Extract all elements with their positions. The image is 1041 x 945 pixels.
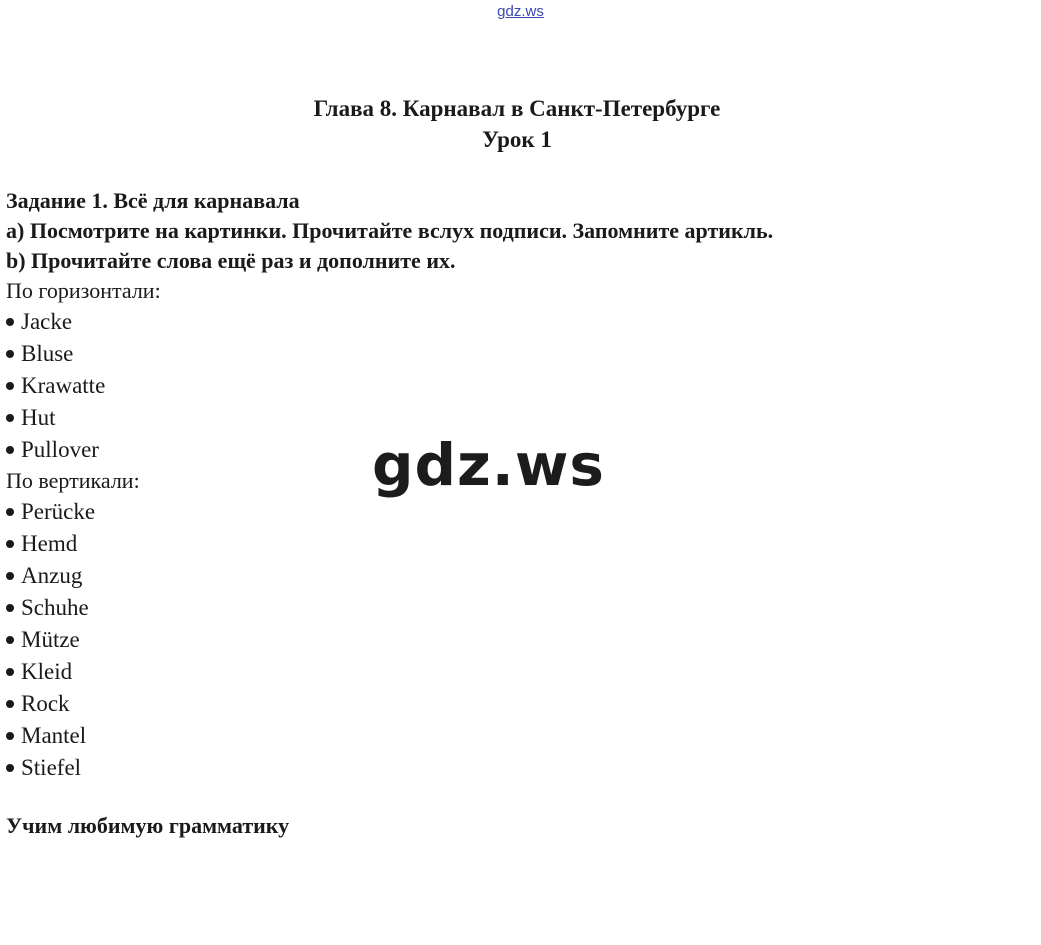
bullet-icon (6, 350, 14, 358)
horizontal-label: По горизонтали: (6, 278, 161, 303)
grammar-section-title: Учим любимую грамматику (6, 813, 290, 838)
bullet-icon (6, 414, 14, 422)
list-item: Schuhe (6, 592, 1006, 624)
bullet-icon (6, 636, 14, 644)
center-watermark: gdz.ws (372, 431, 605, 499)
list-item: Jacke (6, 306, 1006, 338)
list-item: Mantel (6, 720, 1006, 752)
chapter-title: Глава 8. Карнавал в Санкт-Петербурге (313, 96, 721, 121)
list-item: Kleid (6, 656, 1006, 688)
lesson-title: Урок 1 (482, 127, 552, 152)
vertical-list (6, 496, 1006, 784)
task-part-b: b) Прочитайте слова ещё раз и дополните их. (6, 248, 456, 273)
top-watermark-link[interactable]: gdz.ws (497, 3, 544, 20)
bullet-icon (6, 446, 14, 454)
list-item: Hut (6, 402, 1006, 434)
bullet-icon (6, 540, 14, 548)
bullet-icon (6, 318, 14, 326)
list-item: Stiefel (6, 752, 1006, 784)
task-part-a: a) Посмотрите на картинки. Прочитайте вслух подписи. Запомните артикль. (6, 218, 774, 243)
bullet-icon (6, 572, 14, 580)
list-item: Rock (6, 688, 1006, 720)
list-item: Anzug (6, 560, 1006, 592)
bullet-icon (6, 764, 14, 772)
bullet-icon (6, 668, 14, 676)
list-item: Pullover (6, 434, 1006, 466)
bullet-icon (6, 508, 14, 516)
bullet-icon (6, 732, 14, 740)
list-item: Bluse (6, 338, 1006, 370)
list-item: Perücke (6, 496, 1006, 528)
task-title: Задание 1. Всё для карнавала (6, 188, 300, 213)
bullet-icon (6, 382, 14, 390)
list-item: Mütze (6, 624, 1006, 656)
list-item: Hemd (6, 528, 1006, 560)
vertical-label: По вертикали: (6, 468, 140, 493)
list-item: Krawatte (6, 370, 1006, 402)
bullet-icon (6, 604, 14, 612)
bullet-icon (6, 700, 14, 708)
